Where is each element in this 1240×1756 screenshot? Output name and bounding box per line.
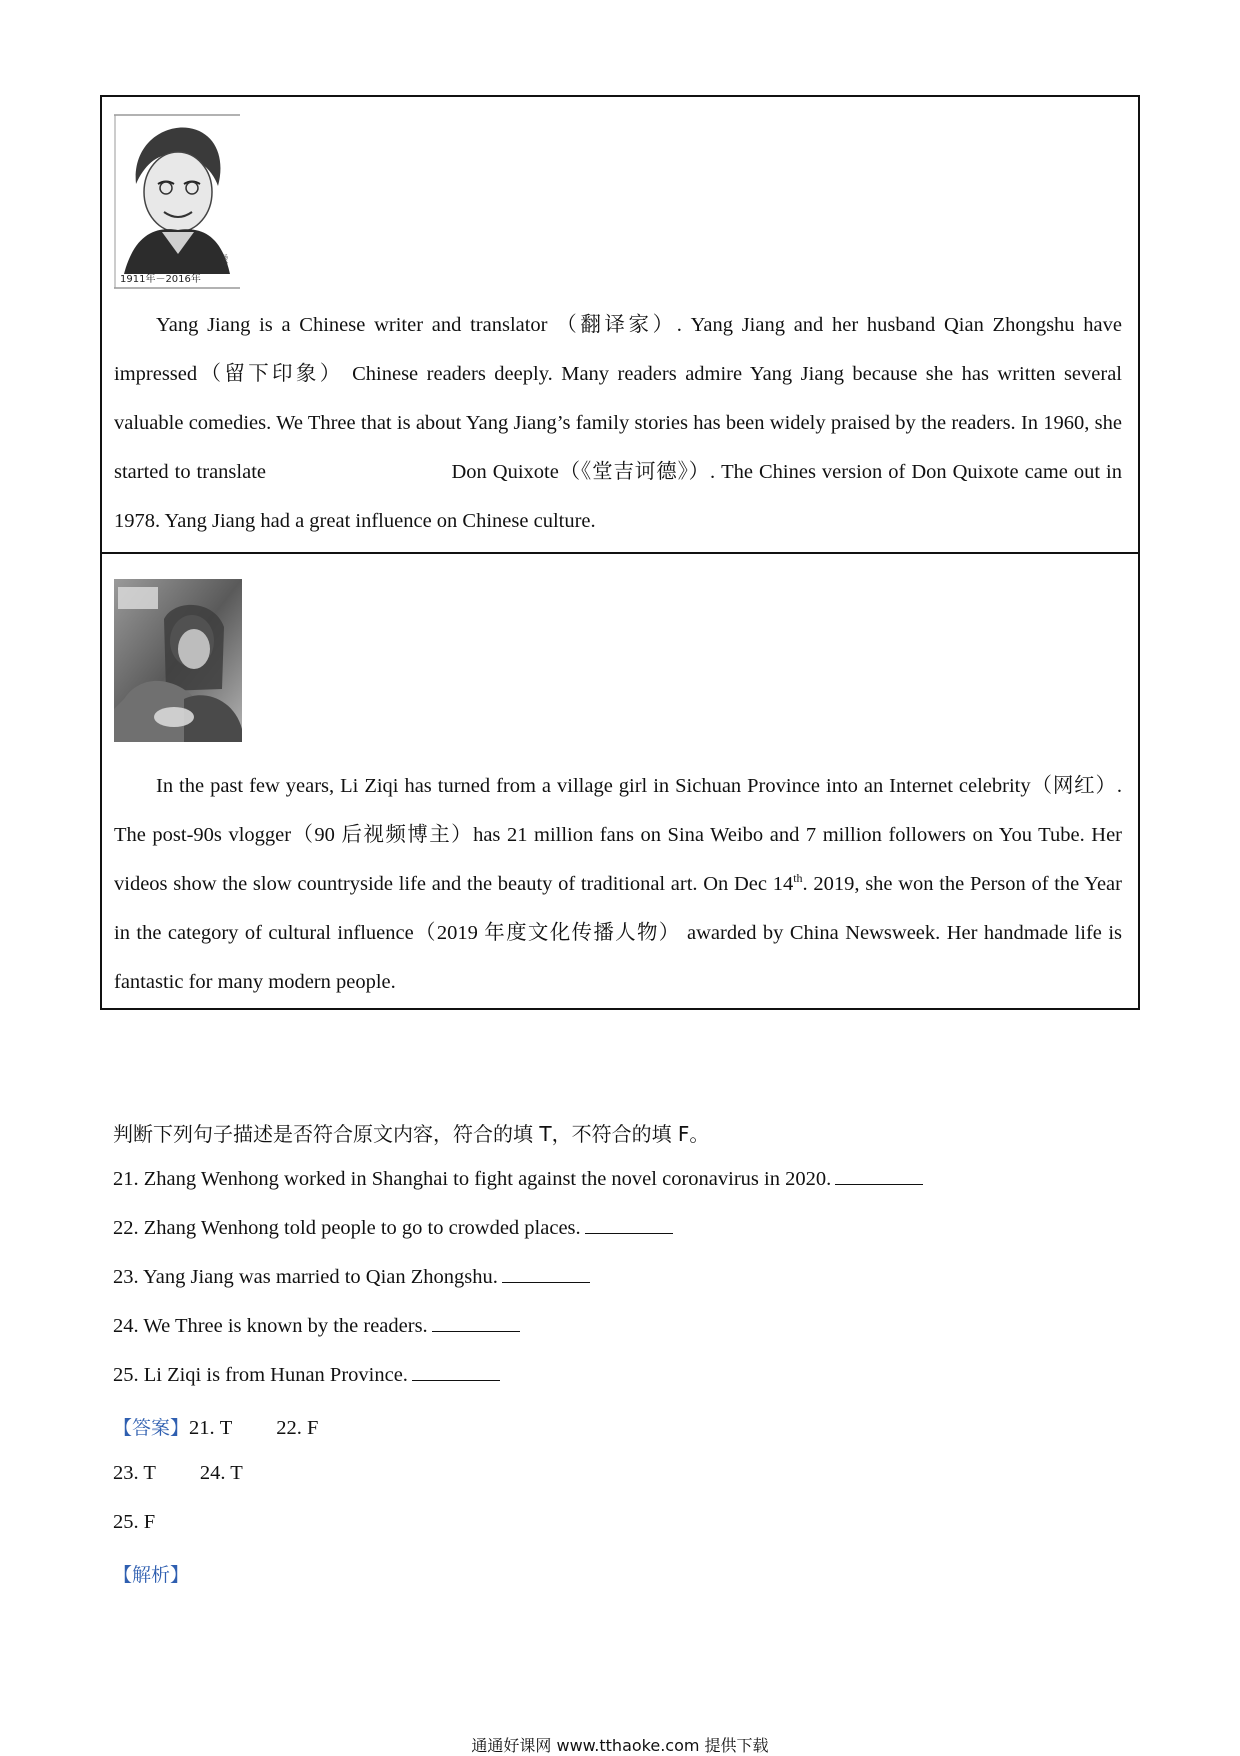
page-footer: 通通好课网 www.tthaoke.com 提供下载 <box>471 1736 769 1755</box>
answer-23: 23. T <box>113 1462 156 1484</box>
answer-blank[interactable] <box>585 1217 673 1234</box>
portrait-caption: 1911年－2016年 <box>120 274 201 285</box>
analysis-row <box>113 1560 189 1587</box>
question-text: 25. Li Ziqi is from Hunan Province. <box>113 1364 408 1386</box>
yang-jiang-text: Yang Jiang is a Chinese writer and translator （翻译家）. Yang Jiang and her husband Qian Zhongshu have impressed（留下印象） Chinese readers deeply. Many readers admire Yang Jiang because she has written several valuable comedies. We Three that is about Yang Jiang’s family stories has been widely praised by the readers. In 1960, she started to translate Don Quixote（《堂吉诃德》）. The Chines version of Don Quixote came out in 1978. Yang Jiang had a great influence on Chinese culture. <box>114 314 1128 532</box>
li-ziqi-text-b: . 2019, she won the Person of the Year in the category of cultural influence（2019 年度文化传播人物） awarded by China Newsweek. Her handmade life is fantastic for many modern people. <box>114 873 1122 993</box>
svg-text:杨绛: 杨绛 <box>220 254 228 266</box>
answer-22: 22. F <box>276 1417 319 1439</box>
answer-row-3 <box>113 1511 155 1534</box>
question-text: 24. We Three is known by the readers. <box>113 1315 428 1337</box>
answer-row-2 <box>113 1462 243 1485</box>
question-text: 23. Yang Jiang was married to Qian Zhongshu. <box>113 1266 498 1288</box>
answer-row-1 <box>113 1413 318 1440</box>
analysis-label: 【解析】 <box>113 1564 190 1586</box>
answer-blank[interactable] <box>432 1315 520 1332</box>
li-ziqi-text-sup: th <box>793 871 803 886</box>
paragraph-li-ziqi <box>114 762 1122 1007</box>
question-text: 21. Zhang Wenhong worked in Shanghai to fight against the novel coronavirus in 2020. <box>113 1168 832 1190</box>
paragraph-yang-jiang <box>114 301 1128 546</box>
question-25 <box>113 1364 500 1387</box>
answer-25: 25. F <box>113 1511 156 1533</box>
li-ziqi-text-a: In the past few years, Li Ziqi has turned from a village girl in Sichuan Province into an Internet celebrity（网红）. The post-90s vlogger（90 后视频博主）has 21 million fans on Sina Weibo and 7 million followers on You Tube. Her videos show the slow countryside life and the beauty of traditional art. On Dec 14 <box>114 775 1122 895</box>
passage-box-li-ziqi <box>100 552 1140 1010</box>
answer-blank[interactable] <box>412 1364 500 1381</box>
answer-21: 21. T <box>189 1417 233 1439</box>
question-24 <box>113 1315 520 1338</box>
instruction-text: 判断下列句子描述是否符合原文内容，符合的填 T，不符合的填 F。 <box>113 1122 710 1146</box>
question-22 <box>113 1217 673 1240</box>
answer-label: 【答案】 <box>113 1417 190 1439</box>
question-23 <box>113 1266 590 1289</box>
question-21 <box>113 1168 923 1191</box>
yang-jiang-portrait <box>114 114 240 289</box>
answer-blank[interactable] <box>502 1266 590 1283</box>
question-text: 22. Zhang Wenhong told people to go to crowded places. <box>113 1217 581 1239</box>
li-ziqi-photo <box>114 579 242 742</box>
answer-24: 24. T <box>199 1462 243 1484</box>
answer-blank[interactable] <box>835 1168 923 1185</box>
passage-box-yang-jiang <box>100 95 1140 552</box>
